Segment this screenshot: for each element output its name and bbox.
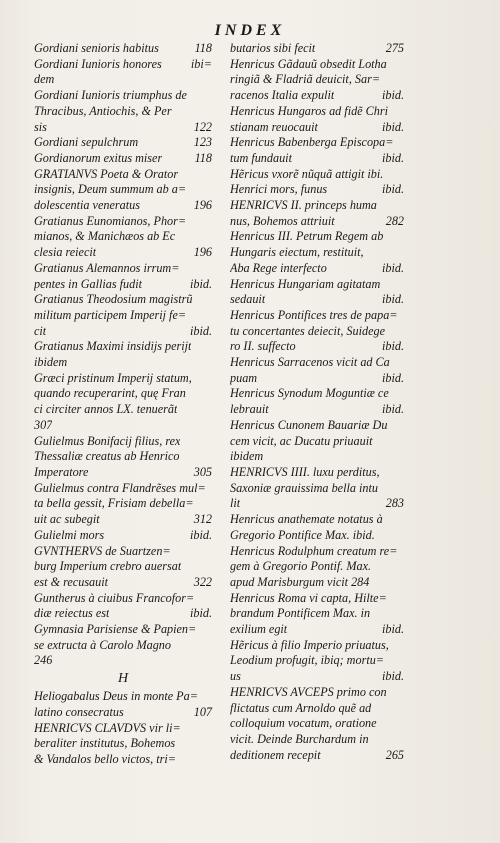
entry-text: Saxoniæ grauissima bella intu [230,480,378,495]
index-entry [230,638,404,685]
entry-line [34,371,212,387]
index-entry [230,386,404,417]
entry-text: Gordiani sepulchrum [34,135,139,150]
index-entry [230,465,404,512]
entry-text: Thracibus, Antiochis, & Per [34,103,172,118]
entry-text: se extructa à Carolo Magno [34,637,171,652]
entry-text: est & recusauit [34,574,109,589]
entry-line [230,638,404,654]
index-entry [34,544,212,591]
entry-line [230,229,404,245]
page-reference: 265 [385,747,404,762]
index-entry [230,418,404,465]
page-reference: 305 [193,464,212,479]
entry-text: racenos Italia expulit [230,88,335,103]
entry-line [230,481,404,497]
index-entry [230,355,404,386]
entry-text: Henricus Babenberga Episcopa= [230,135,394,150]
entry-line [230,496,404,512]
page-reference: ibid. [381,292,404,307]
index-entry [34,88,212,135]
page-reference: ibid. [381,182,404,197]
page-reference: 122 [193,119,212,134]
entry-line [230,261,404,277]
entry-line [230,277,404,293]
entry-line [230,167,404,183]
entry-text: Henricus Sarracenos vicit ad Ca [230,355,390,370]
entry-line [34,72,212,88]
entry-text: Hẽricus à filio Imperio priuatus, [230,637,389,652]
entry-line [34,736,212,752]
index-entry [34,434,212,481]
entry-line [34,151,212,167]
section-letter: H [117,671,129,687]
entry-line [34,41,212,57]
index-entry [230,685,404,764]
entry-line [230,72,404,88]
entry-text: militum participem Imperij fe= [34,307,187,322]
entry-line [230,528,404,544]
index-entry [34,622,212,669]
page-reference: ibi= [190,56,212,71]
index-entry [34,57,212,88]
entry-text: dem [34,72,55,87]
entry-line [34,135,212,151]
index-entry [34,339,212,370]
entry-text: Gulielmus contra Flandrẽses mul= [34,480,206,495]
index-entry [230,512,404,543]
entry-text: lebrauit [230,402,269,417]
entry-line [230,591,404,607]
entry-text: tum fundauit [230,150,292,165]
entry-text: mianos, & Manichæos ab Ec [34,229,176,244]
entry-line [34,559,212,575]
entry-text: Heliogabalus Deus in monte Pa= [34,689,198,704]
entry-text: Henricus Rodulphum creatum re= [230,543,398,558]
page-reference: ibid. [189,276,212,291]
entry-line [34,57,212,73]
page-reference: 322 [193,574,212,589]
entry-text: ta bella gessit, Frisiam debella= [34,496,194,511]
page-reference: 282 [385,213,404,228]
entry-line [230,465,404,481]
entry-line [230,182,404,198]
entry-text: uit ac subegit [34,512,100,527]
index-entry [34,292,212,339]
page-reference: ibid. [381,150,404,165]
entry-text: Henricus Hungaros ad fidẽ Chri [230,103,388,118]
entry-line [34,308,212,324]
page-reference: ibid. [381,260,404,275]
left-column [34,41,212,768]
entry-line [34,261,212,277]
entry-text: 307 [34,417,53,432]
page-reference: ibid. [189,527,212,542]
entry-text: clesia reiecit [34,245,97,260]
entry-text: sis [34,119,47,134]
entry-text: Aba Rege interfecto [230,260,327,275]
entry-line [34,434,212,450]
entry-line [230,135,404,151]
page-reference: ibid. [381,119,404,134]
index-entry [230,591,404,638]
entry-text: Græci pristinum Imperij statum, [34,370,192,385]
page-reference: 107 [193,704,212,719]
index-entry [34,135,212,151]
entry-line [230,716,404,732]
entry-text: Gordiani Iunioris honores [34,56,162,71]
index-entry [34,41,212,57]
entry-line [230,622,404,638]
entry-text: GRATIANVS Poeta & Orator [34,166,179,181]
entry-line [230,544,404,560]
entry-text: puam [230,370,258,385]
entry-line [230,355,404,371]
entry-line [230,653,404,669]
entry-line [34,88,212,104]
entry-line [34,752,212,768]
entry-text: Henricus Cunonem Bauariæ Du [230,417,388,432]
page-reference: 123 [193,135,212,150]
entry-line [230,339,404,355]
entry-text: Henricus Hungariam agitatam [230,276,381,291]
entry-text: Henricus Gãdauũ obsedit Lotha [230,56,387,71]
entry-line [34,324,212,340]
entry-line [230,324,404,340]
entry-text: Henricus Pontifices tres de papa= [230,307,398,322]
entry-line [230,559,404,575]
entry-text: Gordianorum exitus miser [34,150,163,165]
entry-line [230,245,404,261]
entry-text: cit [34,323,47,338]
entry-line [230,575,404,591]
entry-line [34,229,212,245]
page-header: INDEX [214,22,286,39]
entry-text: Gregorio Pontifice Max. ibid. [230,527,375,542]
entry-text: tu concertantes deiecit, Suidege [230,323,385,338]
entry-text: Gulielmus Bonifacij filius, rex [34,433,181,448]
entry-line [34,496,212,512]
entry-text: Hẽricus vxorẽ nũquã attigit ibi. [230,166,384,181]
index-entry [34,371,212,434]
entry-text: Henricus anathemate notatus à [230,512,383,527]
page-reference: 312 [193,512,212,527]
entry-line [230,198,404,214]
entry-text: HENRICVS II. princeps huma [230,198,377,213]
entry-text: Hungaris eiectum, restituit, [230,245,364,260]
entry-line [34,167,212,183]
index-entry [34,721,212,768]
entry-line [230,386,404,402]
entry-text: Thessaliæ creatus ab Henrico [34,449,180,464]
entry-line [34,705,212,721]
entry-line [230,292,404,308]
index-entry [230,308,404,355]
entry-line [230,88,404,104]
index-entry [230,57,404,104]
entry-line [34,575,212,591]
entry-line [34,339,212,355]
entry-text: Guntherus à ciuibus Francofor= [34,590,195,605]
entry-text: cem vicit, ac Ducatu priuauit [230,433,373,448]
entry-text: Gymnasia Parisiense & Papien= [34,622,197,637]
entry-line [34,544,212,560]
entry-line [34,292,212,308]
index-entry [230,182,404,198]
page-reference: ibid. [189,606,212,621]
entry-line [230,57,404,73]
entry-text: ibidem [230,449,264,464]
entry-text: lit [230,496,241,511]
entry-text: beraliter institutus, Bohemos [34,736,176,751]
entry-text: HENRICVS AVCEPS primo con [230,684,387,699]
entry-text: Gordiani Iunioris triumphus de [34,88,187,103]
entry-line [34,721,212,737]
page-reference: 118 [194,41,212,55]
entry-line [230,606,404,622]
entry-line [34,591,212,607]
page-reference: ibid. [189,323,212,338]
page-reference: 196 [193,245,212,260]
page-reference: 283 [385,496,404,511]
entry-text: latino consecratus [34,704,124,719]
entry-text: Henricus Roma vi capta, Hilte= [230,590,387,605]
entry-text: Gordiani senioris habitus [34,41,159,55]
entry-line [34,512,212,528]
entry-line [34,606,212,622]
entry-text: Henricus III. Petrum Regem ab [230,229,384,244]
entry-line [34,481,212,497]
entry-line [34,689,212,705]
index-entry [34,261,212,292]
entry-text: ci circiter annos LX. tenuerãt [34,402,178,417]
entry-text: colloquium vocatum, oratione [230,716,377,731]
entry-text: pentes in Gallias fudit [34,276,142,291]
entry-text: burg Imperium crebro auersat [34,559,182,574]
index-entry [230,41,404,57]
entry-line [34,449,212,465]
entry-line [230,669,404,685]
entry-text: Gratianus Theodosium magistrũ [34,292,193,307]
index-entry [230,104,404,135]
entry-line [230,41,404,57]
entry-text: flictatus cum Arnoldo quẽ ad [230,700,372,715]
entry-text: ro II. suffecto [230,339,296,354]
entry-text: Henrici mors, funus [230,182,328,197]
index-entry [230,229,404,276]
page-reference: ibid. [381,622,404,637]
entry-text: us [230,669,241,684]
entry-line [230,701,404,717]
page-reference: 275 [385,41,404,55]
entry-text: Leodium profugit, ibiq; mortu= [230,653,385,668]
page-reference: ibid. [381,88,404,103]
entry-line [230,748,404,764]
entry-line [230,512,404,528]
entry-text: & Vandalos bello victos, tri= [34,751,176,766]
index-entry [230,167,404,183]
entry-line [34,386,212,402]
entry-line [34,245,212,261]
entry-line [230,732,404,748]
entry-line [34,418,212,434]
entry-text: brandum Pontificem Max. in [230,606,371,621]
entry-text: ibidem [34,355,68,370]
entry-text: stianam reuocauit [230,119,318,134]
entry-text: 246 [34,653,53,668]
entry-line [230,685,404,701]
index-entry [230,135,404,166]
entry-line [230,402,404,418]
entry-line [34,214,212,230]
entry-text: apud Marisburgum vicit 284 [230,574,370,589]
entry-line [34,402,212,418]
page-reference: 196 [193,198,212,213]
page-reference: ibid. [381,339,404,354]
index-entry [34,151,212,167]
entry-line [230,434,404,450]
entry-text: dolescentia veneratus [34,198,140,213]
entry-line [34,465,212,481]
entry-line [34,653,212,669]
entry-line [34,638,212,654]
index-entry [230,277,404,308]
entry-text: exilium egit [230,622,288,637]
entry-text: insignis, Deum summum ab a= [34,182,187,197]
entry-line [230,120,404,136]
entry-line [34,277,212,293]
index-entry [34,528,212,544]
entry-line [34,355,212,371]
page-reference: ibid. [381,402,404,417]
entry-text: GVNTHERVS de Suartzen= [34,543,171,558]
entry-text: diæ reiectus est [34,606,110,621]
entry-line [34,182,212,198]
index-entry [34,214,212,261]
entry-line [34,622,212,638]
entry-text: vicit. Deinde Burchardum in [230,731,369,746]
page-reference: ibid. [381,370,404,385]
entry-text: quando recuperarint, quę Fran [34,386,186,401]
entry-text: Gratianus Maximi insidijs perijt [34,339,192,354]
entry-line [230,104,404,120]
entry-text: gem à Gregorio Pontif. Max. [230,559,372,574]
page-reference: ibid. [381,669,404,684]
page-reference: 118 [194,150,212,165]
index-entry [34,167,212,214]
entry-text: Gratianus Alemannos irrum= [34,260,180,275]
entry-line [230,418,404,434]
entry-line [230,151,404,167]
entry-line [34,528,212,544]
entry-line [34,104,212,120]
entry-text: deditionem recepit [230,747,321,762]
right-column [230,41,404,763]
index-entry [230,544,404,591]
entry-line [230,214,404,230]
entry-text: HENRICVS CLAVDVS vir li= [34,720,181,735]
entry-line [34,120,212,136]
entry-line [230,308,404,324]
index-entry [34,689,212,720]
entry-text: nus, Bohemos attriuit [230,213,335,228]
entry-text: butarios sibi fecit [230,41,316,55]
index-entry [34,481,212,528]
entry-text: sedauit [230,292,266,307]
index-entry [34,591,212,622]
entry-text: Gulielmi mors [34,527,105,542]
entry-text: Henricus Synodum Moguntiæ ce [230,386,389,401]
entry-line [230,449,404,465]
entry-line [34,198,212,214]
index-entry [230,198,404,229]
entry-text: Imperatore [34,464,89,479]
entry-text: HENRICVS IIII. luxu perditus, [230,464,380,479]
entry-text: Gratianus Eunomianos, Phor= [34,213,187,228]
entry-text: ringiã & Fladriã deuicit, Sar= [230,72,381,87]
entry-line [230,371,404,387]
